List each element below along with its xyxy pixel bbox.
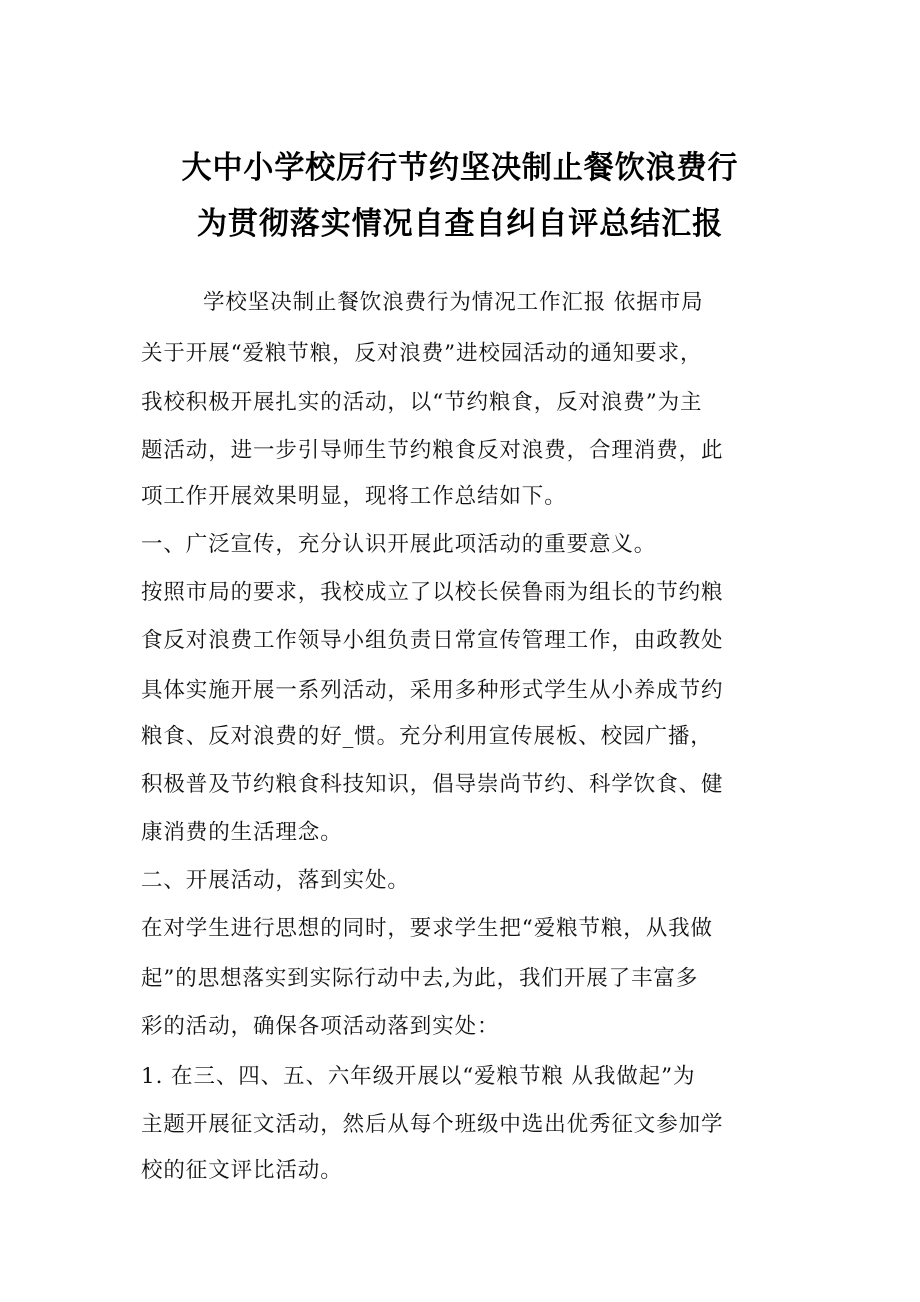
- body-line-4: 题活动，进一步引导师生节约粮食反对浪费，合理消费，此: [141, 438, 724, 463]
- body-line-9: 具体实施开展一系列活动，采用多种形式学生从小养成节约: [141, 678, 724, 703]
- body-line-12: 康消费的生活理念。: [141, 820, 343, 845]
- body-line-3: 我校积极开展扎实的活动，以“节约粮食，反对浪费”为主: [141, 390, 703, 415]
- body-line-5: 项工作开展效果明显，现将工作总结如下。: [141, 484, 567, 509]
- body-line-10: 粮食、反对浪费的好_惯。充分利用宣传展板、校园广播，: [141, 724, 713, 749]
- body-line-14: 在对学生进行思想的同时，要求学生把“爱粮节粮，从我做: [141, 916, 713, 941]
- list-item-1-line-1: 1. 在三、四、五、六年级开展以“爱粮节粮 从我做起”为: [141, 1064, 696, 1089]
- list-item-1-line-2: 主题开展征文活动，然后从每个班级中选出优秀征文参加学: [141, 1112, 724, 1137]
- body-line-7: 按照市局的要求，我校成立了以校长侯鲁雨为组长的节约粮: [141, 580, 724, 605]
- list-item-1-line-3: 校的征文评比活动。: [141, 1158, 343, 1183]
- body-line-2: 关于开展“爱粮节粮，反对浪费”进校园活动的通知要求，: [141, 341, 703, 366]
- body-line-16: 彩的活动，确保各项活动落到实处：: [141, 1014, 500, 1039]
- section-heading-2: 二、开展活动，落到实处。: [141, 868, 410, 893]
- body-line-11: 积极普及节约粮食科技知识，倡导崇尚节约、科学饮食、健: [141, 772, 724, 797]
- document-title-line-1: 大中小学校厉行节约坚决制止餐饮浪费行: [181, 150, 739, 186]
- body-line-1: 学校坚决制止餐饮浪费行为情况工作汇报 依据市局: [203, 290, 704, 315]
- document-title-line-2: 为贯彻落实情况自查自纠自评总结汇报: [196, 206, 724, 242]
- section-heading-1: 一、广泛宣传，充分认识开展此项活动的重要意义。: [141, 532, 657, 557]
- body-line-15: 起”的思想落实到实际行动中去,为此，我们开展了丰富多: [141, 966, 699, 991]
- body-line-8: 食反对浪费工作领导小组负责日常宣传管理工作，由政教处: [141, 628, 724, 653]
